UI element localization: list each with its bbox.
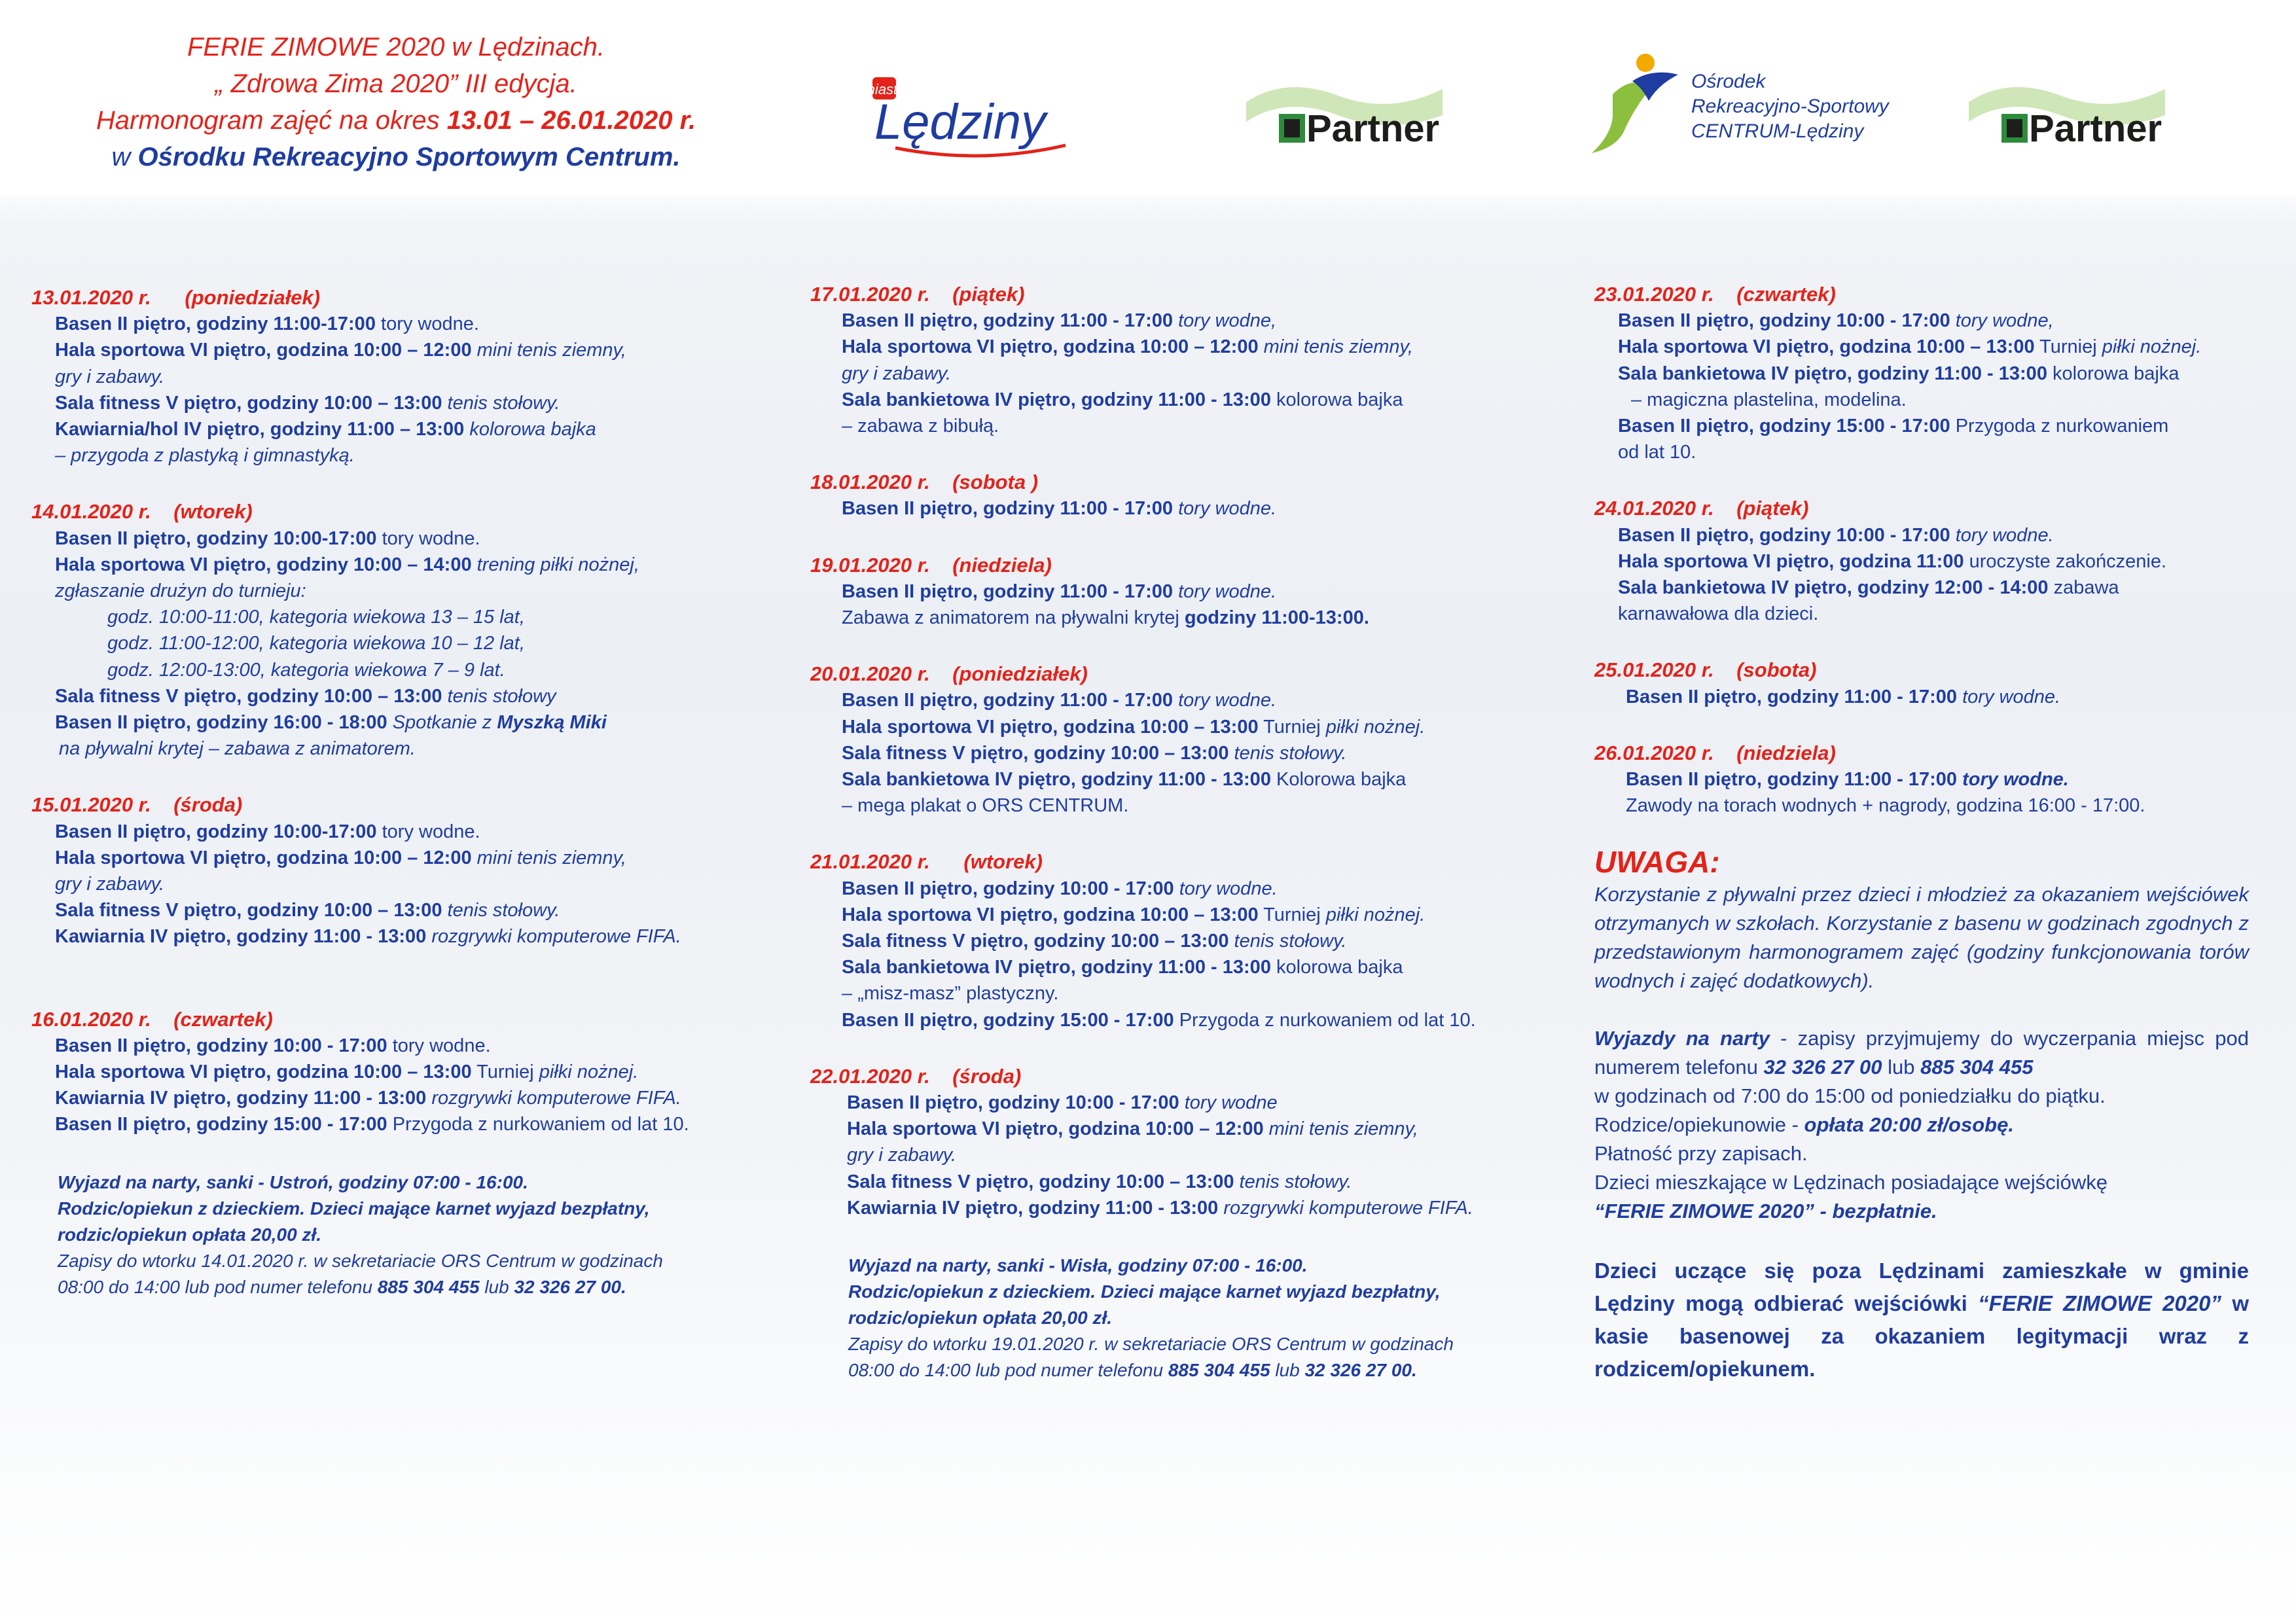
schedule-line: Hala sportowa VI piętro, godzina 10:00 – 13:00 Turniej piłki nożnej.	[1618, 336, 2202, 358]
notice-heading: UWAGA:	[1594, 845, 1720, 880]
schedule-line: Sala fitness V piętro, godziny 10:00 – 13:00 tenis stołowy	[55, 685, 556, 707]
day-date: 15.01.2020 r. (środa)	[31, 793, 243, 817]
schedule-line: – przygoda z plastyką i gimnastyką.	[55, 445, 355, 467]
day-block	[1594, 657, 2249, 709]
schedule-line: gry i zabawy.	[55, 874, 165, 895]
day-block	[810, 469, 1556, 522]
schedule-line: Basen II piętro, godziny 10:00 - 17:00 tory wodne	[847, 1092, 1278, 1114]
schedule-line: Basen II piętro, godziny 15:00 - 17:00 Przygoda z nurkowaniem od lat 10.	[842, 1009, 1476, 1031]
ledziny-text: Lędziny	[874, 94, 1046, 150]
day-date: 17.01.2020 r. (piątek)	[810, 283, 1025, 306]
title-line-3: Harmonogram zajęć na okres 13.01 – 26.01.2020 r.	[96, 106, 696, 135]
schedule-line: Sala bankietowa IV piętro, godziny 11:00 - 13:00 kolorowa bajka	[842, 389, 1403, 410]
day-block	[810, 1063, 1556, 1221]
schedule-line: Basen II piętro, godziny 15:00 - 17:00 Przygoda z nurkowaniem	[1618, 416, 2169, 437]
schedule-line: Hala sportowa VI piętro, godzina 10:00 – 13:00 Turniej piłki nożnej.	[55, 1061, 639, 1083]
schedule-column-3	[1594, 281, 2249, 1385]
schedule-line: Sala fitness V piętro, godziny 10:00 – 13:00 tenis stołowy.	[842, 742, 1347, 764]
schedule-line: Kawiarnia/hol IV piętro, godziny 11:00 – 13:00 kolorowa bajka	[55, 419, 596, 440]
schedule-line: Zawody na torach wodnych + nagrody, godzina 16:00 - 17:00.	[1626, 795, 2145, 817]
day-date: 19.01.2020 r. (niedziela)	[810, 553, 1052, 577]
schedule-column-2	[810, 281, 1556, 1383]
schedule-line: Basen II piętro, godziny 11:00 - 17:00 tory wodne.	[1626, 769, 2069, 791]
schedule-line: Basen II piętro, godziny 10:00 - 17:00 tory wodne.	[1618, 524, 2054, 546]
schedule-line: gry i zabawy.	[847, 1145, 957, 1166]
schedule-line: Basen II piętro, godziny 11:00 - 17:00 tory wodne.	[842, 580, 1277, 602]
page-header	[0, 0, 2296, 196]
schedule-line: Basen II piętro, godziny 10:00 - 17:00 tory wodne.	[55, 1035, 491, 1056]
final-note: Dzieci uczące się poza Lędzinami zamieszkałe w gminie Lędziny mogą odbierać wejściówki “FERIE ZIMOWE 2020” w kasie basenowej za okazaniem legitymacji wraz z rodzicem/opiekunem.	[1594, 1258, 2249, 1382]
day-date: 14.01.2020 r. (wtorek)	[31, 500, 253, 524]
schedule-line: karnawałowa dla dzieci.	[1618, 603, 1819, 625]
ski-trip-info: Wyjazd na narty, sanki - Wisła, godziny 07:00 - 16:00. Rodzic/opiekun z dzieckiem. Dzieci mające karnet wyjazd bezpłatny, rodzic/opiekun opłata 20,00 zł. Zapisy do wtorku 19.01.2020 r. w sekretariacie ORS Centrum w godzinach 08:00 do 14:00 lub pod numer telefonu 885 304 455 lub 32 326 27 00.	[848, 1255, 1454, 1381]
day-block	[31, 499, 771, 762]
title-line-1: FERIE ZIMOWE 2020 w Lędzinach.	[187, 33, 605, 62]
ors-centrum-logo	[1587, 48, 1901, 160]
schedule-line: Basen II piętro, godziny 10:00 - 17:00 tory wodne,	[1618, 310, 2054, 332]
schedule-line: – zabawa z bibułą.	[842, 416, 999, 437]
day-block	[1594, 495, 2249, 627]
schedule-line: Basen II piętro, godziny 11:00 - 17:00 tory wodne.	[1626, 686, 2061, 707]
schedule-line: Basen II piętro, godziny 10:00-17:00 tory wodne.	[55, 821, 480, 842]
schedule-line: zgłaszanie drużyn do turnieju:	[55, 580, 306, 602]
title-line-2: „ Zdrowa Zima 2020” III edycja.	[215, 69, 577, 98]
schedule-line: Basen II piętro, godziny 10:00 - 17:00 tory wodne.	[842, 878, 1278, 899]
schedule-line: Hala sportowa VI piętro, godzina 10:00 – 13:00 Turniej piłki nożnej.	[842, 716, 1426, 738]
ski-trip-info: Wyjazd na narty, sanki - Ustroń, godziny 07:00 - 16:00. Rodzic/opiekun z dzieckiem. Dzieci mające karnet wyjazd bezpłatny, rodzic/opiekun opłata 20,00 zł. Zapisy do wtorku 14.01.2020 r. w sekretariacie ORS Centrum w godzinach 08:00 do 14:00 lub pod numer telefonu 885 304 455 lub 32 326 27 00.	[58, 1171, 663, 1297]
partner-logo-1	[1246, 76, 1495, 154]
day-block	[31, 792, 771, 950]
schedule-line: Sala bankietowa IV piętro, godziny 11:00 - 13:00 kolorowa bajka	[842, 957, 1403, 978]
schedule-line: od lat 10.	[1618, 442, 1696, 463]
ors-text-3: CENTRUM-Lędziny	[1691, 120, 1864, 142]
schedule-line: gry i zabawy.	[55, 366, 165, 387]
schedule-line: na pływalni krytej – zabawa z animatorem.	[59, 738, 416, 760]
schedule-column-1	[31, 285, 771, 1300]
schedule-line: Sala bankietowa IV piętro, godziny 11:00 - 13:00 Kolorowa bajka	[842, 769, 1407, 791]
schedule-line: Basen II piętro, godziny 11:00 - 17:00 tory wodne.	[842, 690, 1277, 711]
schedule-line: Hala sportowa VI piętro, godzina 10:00 – 12:00 mini tenis ziemny,	[842, 336, 1413, 358]
schedule-line: Hala sportowa VI piętro, godzina 10:00 – 12:00 mini tenis ziemny,	[847, 1118, 1418, 1140]
day-date: 18.01.2020 r. (sobota )	[810, 471, 1039, 494]
day-date: 23.01.2020 r. (czwartek)	[1594, 283, 1836, 306]
day-date: 13.01.2020 r. (poniedziałek)	[31, 286, 321, 309]
schedule-line: Kawiarnia IV piętro, godziny 11:00 - 13:00 rozgrywki komputerowe FIFA.	[55, 926, 681, 948]
schedule-line: Sala fitness V piętro, godziny 10:00 – 13:00 tenis stołowy.	[55, 392, 560, 414]
schedule-line: Basen II piętro, godziny 11:00 - 17:00 tory wodne.	[842, 498, 1277, 520]
day-block	[31, 1007, 771, 1138]
schedule-line: Basen II piętro, godziny 11:00-17:00 tory wodne.	[55, 313, 479, 335]
ski-signup-info: Wyjazdy na narty - zapisy przyjmujemy do wyczerpania miejsc pod numerem telefonu 32 326 27 00 lub 885 304 455 w godzinach od 7:00 do 15:00 od poniedziałku do piątku. Rodzice/opiekunowie - opłata 20:00 zł/osobę. Płatność przy zapisach. Dzieci mieszkające w Lędzinach posiadające wejściówkę “FERIE ZIMOWE 2020” - bezpłatnie.	[1594, 1027, 2249, 1223]
ors-text-2: Rekreacyjno-Sportowy	[1691, 96, 1889, 117]
page-title	[26, 29, 766, 175]
schedule-line: – „misz-masz” plastyczny.	[842, 983, 1059, 1005]
schedule-line: Sala fitness V piętro, godziny 10:00 – 13:00 tenis stołowy.	[847, 1171, 1352, 1192]
day-date: 26.01.2020 r. (niedziela)	[1594, 741, 1836, 764]
day-block	[1594, 281, 2249, 465]
day-date: 25.01.2020 r. (sobota)	[1594, 658, 1817, 682]
schedule-line: godz. 11:00-12:00, kategoria wiekowa 10 – 12 lat,	[107, 633, 525, 654]
day-date: 20.01.2020 r. (poniedziałek)	[810, 662, 1088, 686]
schedule-line: Zabawa z animatorem na pływalni krytej godziny 11:00-13:00.	[842, 607, 1369, 629]
miasto-text: miasto	[863, 81, 906, 98]
day-block	[1594, 740, 2249, 819]
schedule-line: Hala sportowa VI piętro, godziny 10:00 – 14:00 trening piłki nożnej,	[55, 554, 639, 575]
schedule-line: Kawiarnia IV piętro, godziny 11:00 - 13:00 rozgrywki komputerowe FIFA.	[55, 1088, 681, 1109]
schedule-line: Hala sportowa VI piętro, godzina 10:00 – 13:00 Turniej piłki nożnej.	[842, 904, 1426, 925]
schedule-line: Sala bankietowa IV piętro, godziny 12:00 - 14:00 zabawa	[1618, 577, 2119, 599]
schedule-line: godz. 12:00-13:00, kategoria wiekowa 7 – 9 lat.	[107, 659, 505, 681]
day-block	[810, 281, 1556, 439]
schedule-line: – mega plakat o ORS CENTRUM.	[842, 795, 1129, 817]
schedule-line: – magiczna plastelina, modelina.	[1631, 389, 1907, 410]
ors-text-1: Ośrodek	[1691, 71, 1766, 92]
day-date: 21.01.2020 r. (wtorek)	[810, 850, 1043, 874]
day-block	[810, 661, 1556, 819]
schedule-line: Basen II piętro, godziny 15:00 - 17:00 Przygoda z nurkowaniem od lat 10.	[55, 1114, 689, 1135]
title-line-4: w Ośrodku Rekreacyjno Sportowym Centrum.	[111, 143, 681, 171]
notice-text: Korzystanie z pływalni przez dzieci i młodzież za okazaniem wejściówek otrzymanych w szkołach. Korzystanie z basenu w godzinach zgodnych z przedstawionym harmonogramem zajęć (godziny funkcjonowania torów wodnych i zajęć dodatkowych).	[1594, 883, 2249, 993]
schedule-line: Hala sportowa VI piętro, godzina 10:00 – 12:00 mini tenis ziemny,	[55, 340, 626, 361]
schedule-line: Basen II piętro, godziny 16:00 - 18:00 Spotkanie z Myszką Miki	[55, 712, 607, 734]
schedule-line: Basen II piętro, godziny 10:00-17:00 tory wodne.	[55, 527, 480, 549]
miasto-ledziny-logo	[863, 68, 1105, 166]
partner-logo-2	[1969, 76, 2217, 154]
schedule-line: gry i zabawy.	[842, 363, 952, 384]
day-date: 16.01.2020 r. (czwartek)	[31, 1007, 273, 1031]
schedule-line: Sala fitness V piętro, godziny 10:00 – 13:00 tenis stołowy.	[55, 900, 560, 921]
day-date: 22.01.2020 r. (środa)	[810, 1064, 1022, 1088]
schedule-line: Sala fitness V piętro, godziny 10:00 – 13:00 tenis stołowy.	[842, 931, 1347, 952]
schedule-line: Basen II piętro, godziny 11:00 - 17:00 tory wodne,	[842, 310, 1277, 332]
schedule-line: Kawiarnia IV piętro, godziny 11:00 - 13:00 rozgrywki komputerowe FIFA.	[847, 1197, 1473, 1219]
schedule-line: Sala bankietowa IV piętro, godziny 11:00 - 13:00 kolorowa bajka	[1618, 363, 2179, 384]
day-block	[31, 285, 771, 469]
schedule-line: Hala sportowa VI piętro, godzina 11:00 uroczyste zakończenie.	[1618, 550, 2167, 572]
partner-text-1: Partner	[1306, 107, 1440, 150]
schedule-line: godz. 10:00-11:00, kategoria wiekowa 13 – 15 lat,	[107, 607, 525, 628]
day-block	[810, 552, 1556, 632]
day-date: 24.01.2020 r. (piątek)	[1594, 497, 1809, 520]
day-block	[810, 849, 1556, 1033]
schedule-line: Hala sportowa VI piętro, godzina 10:00 – 12:00 mini tenis ziemny,	[55, 847, 626, 868]
partner-text-2: Partner	[2029, 107, 2162, 150]
